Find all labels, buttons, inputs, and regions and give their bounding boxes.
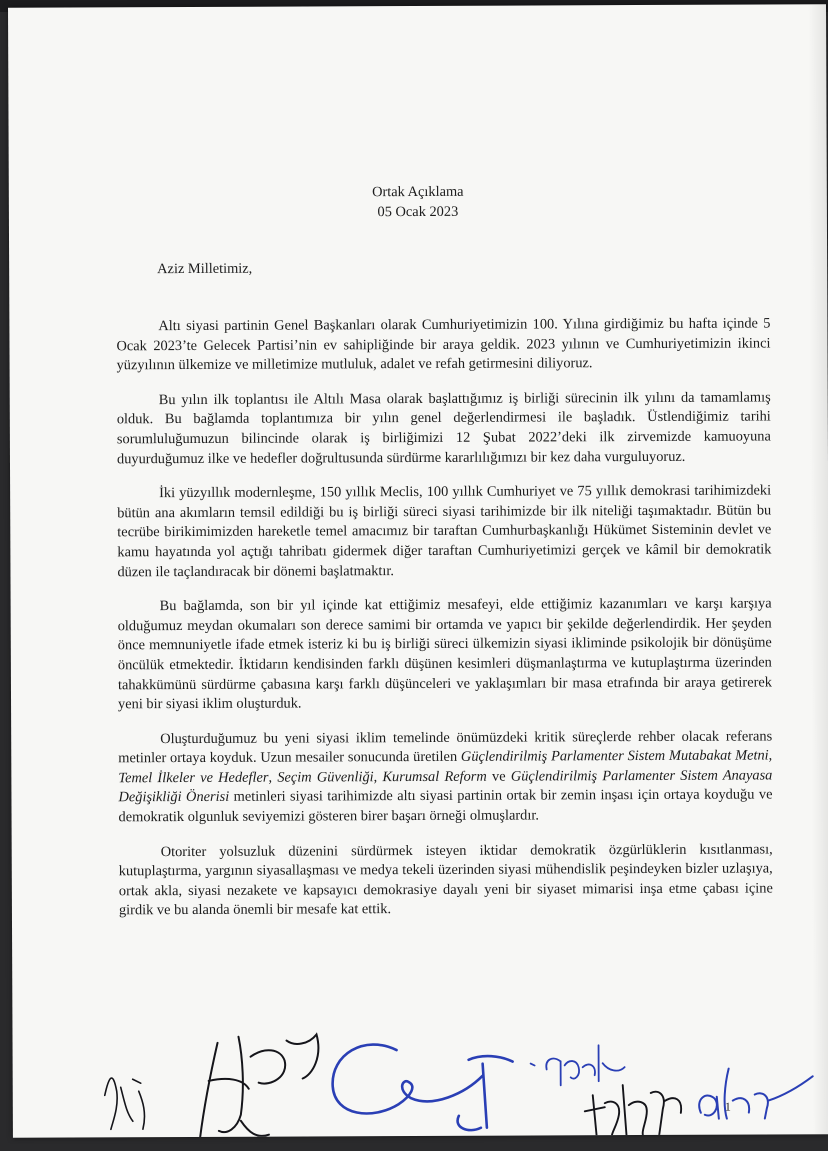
paragraph-text: Altı siyasi partinin Genel Başkanları olarak Cumhuriyetimizin 100. Yılına girdiğimiz bu hafta içinde 5 Ocak 2023’te Gelecek Partisi’nin ev sahipliğinde bir araya geldik. 2023 yılının ve Cumhuriyetimizin ikinci yüzyılının ülkemize ve milletimize mutluluk, adalet ve refah getirmesini diliyoruz. xyxy=(116,315,771,374)
paragraph-text: İki yüzyıllık modernleşme, 150 yıllık Meclis, 100 yıllık Cumhuriyet ve 75 yıllık demokrasi tarihimizdeki bütün ana akımların temsil edildiği bu iş birliği süreci siyasi tarihimizde bir ilk niteliği taşımaktadır. Bütün bu tecrübe birikimimizden hareketle temel amacımız bir taraftan Cumhurbaşkanlığı Hükümet Sisteminin devlet ve kamu hayatında yol açtığı tahribatı gidermek diğer taraftan Cumhuriyetimizi gerçek ve kâmil bir demokratik düzen ile taçlandıracak bir dönemi başlatmaktır. xyxy=(117,482,772,580)
signature-3 xyxy=(332,1044,512,1131)
italic-document-title: Temel İlkeler ve Hedefler xyxy=(118,769,269,787)
paragraph-text: metinleri siyasi tarihimizde altı siyasi partinin ortak bir zemin inşası için ortaya koyduğu ve demokratik olgunluk seviyemizi gösteren birer başarı örneği olmuşlardır. xyxy=(118,786,773,826)
paragraph-text: Bu bağlamda, son bir yıl içinde kat ettiğimiz mesafeyi, elde ettiğimiz kazanımları ve karşı karşıya olduğumuz meydan okumaları son derece samimi bir ortamda ve yapıcı bir şekilde değerlendirdik. Her şeyden önce memnuniyetle ifade etmek isteriz ki bu iş birliği süreci ülkemizin siyasi ikliminde psikolojik bir dönüşüme öncülük etmektedir. İktidarın kendisinden farklı düşünen kesimleri düşmanlaştırma ve kutuplaştırma üzerinden tahakkümünü sürdürme çabasına karşı farklı düşünceleri ve yaklaşımları bir masa etrafında bir araya getirerek yeni bir siyasi iklim oluşturduk. xyxy=(117,595,772,713)
signature-4 xyxy=(531,1045,625,1085)
body-paragraph xyxy=(118,727,772,828)
document-page xyxy=(8,4,828,1138)
document-title: Ortak Açıklama xyxy=(372,183,464,201)
document-body xyxy=(116,314,773,936)
document-date: 05 Ocak 2023 xyxy=(377,203,459,221)
page-number: 1 xyxy=(724,1099,731,1114)
body-paragraph xyxy=(117,482,771,583)
body-paragraph xyxy=(117,388,771,469)
signature-1 xyxy=(105,1078,145,1130)
signature-5 xyxy=(585,1085,682,1138)
paragraph-text: Bu yılın ilk toplantısı ile Altılı Masa olarak başlattığımız iş birliği sürecinin ilk yılını da tamamlamış olduk. Bu bağlamda toplantımıza bir yılın genel değerlendirmesi ile başladık. Üstlendiğimiz tarihi sorumluluğumuzun bilincinde olarak iş birliğimizi 12 Şubat 2022’deki ilk zirvemizde kamuoyuna duyurduğumuz ilke ve hedefler doğrultusunda sürdürme kararlılığımızı bir kez daha vurguluyoruz. xyxy=(116,389,771,467)
italic-document-title: Kurumsal Reform xyxy=(382,768,487,786)
signature-6 xyxy=(699,1068,813,1118)
italic-document-title: Seçim Güvenliği xyxy=(277,769,374,786)
signature-2 xyxy=(198,1034,318,1137)
paragraph-text: ve xyxy=(486,768,511,785)
document-header xyxy=(9,180,827,224)
italic-document-title: Güçlendirilmiş Parlamenter Sistem Mutabakat Metni xyxy=(460,747,769,766)
salutation: Aziz Milletimiz, xyxy=(157,260,253,278)
italic-document-title: Güçlendirilmiş Parlamenter Sistem Anayasa Değişikliği Önerisi xyxy=(118,767,773,806)
paragraph-text: , xyxy=(768,747,773,764)
paragraph-text: , xyxy=(373,769,383,786)
paragraph-text: Otoriter yolsuzluk düzenini sürdürmek isteyen iktidar demokratik özgürlüklerin kısıtlanması, kutuplaştırma, yargının siyasallaşması ve medya tekeli üzerinden siyasi mühendislik peşindeyken bizler uzlaşıya, ortak akla, siyasi nezakete ve kapsayıcı demokrasiye dayalı yeni bir siyaset mimarisi inşa etme çabası içine girdik ve bu alanda önemli bir mesafe kat ettik. xyxy=(118,841,773,919)
body-paragraph xyxy=(118,595,773,715)
paragraph-text: Oluşturduğumuz bu yeni siyasi iklim temelinde önümüzdeki kritik süreçlerde rehber olacak referans metinler ortaya koyduk. Uzun mesailer sonucunda üretilen xyxy=(118,728,773,767)
signatures xyxy=(12,1014,828,1138)
body-paragraph xyxy=(119,840,773,921)
body-paragraph xyxy=(116,314,770,376)
paragraph-text: , xyxy=(268,769,278,786)
